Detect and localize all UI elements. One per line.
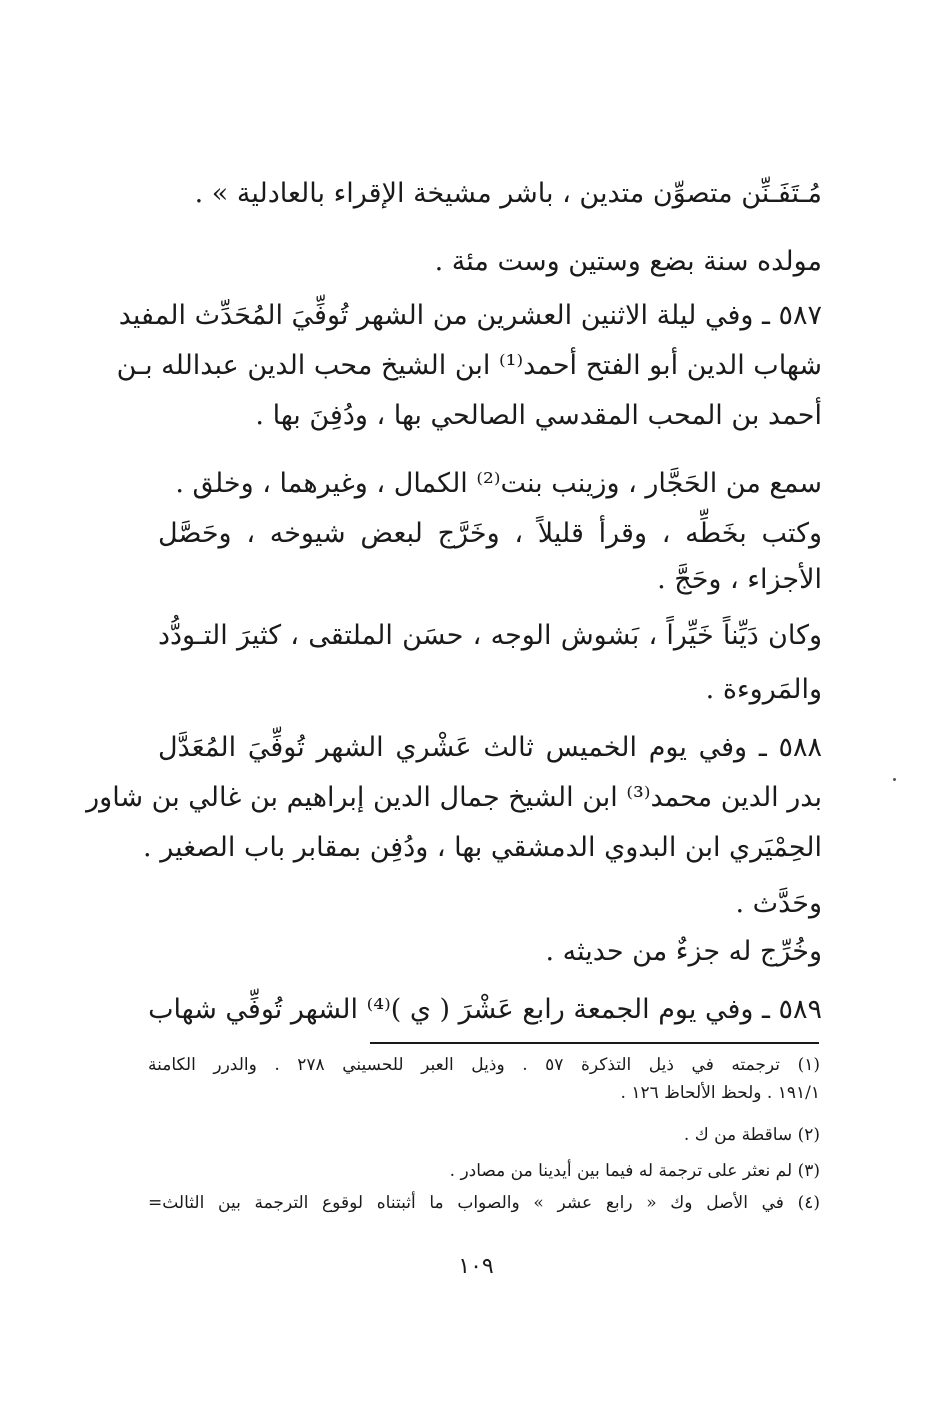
footnote-4: (٤) في الأصل وك « رابع عشر » والصواب ما أثبتناه لوقوع الترجمة بين الثالث= xyxy=(148,1193,820,1213)
body-line-14: وحَدَّث . xyxy=(735,888,822,919)
entry-587-heading: ٥٨٧ ـ وفي ليلة الاثنين العشرين من الشهر تُوفِّيَ المُحَدِّث المفيد xyxy=(118,300,822,331)
body-line-1: مُـتَفَـنِّن متصوِّن متدين ، باشر مشيخة الإقراء بالعادلية » . xyxy=(194,178,822,209)
body-line-9: وكان دَيِّناً خَيِّراً ، بَشوش الوجه ، حسَن الملتقى ، كثيرَ التـودُّد xyxy=(158,620,822,651)
body-line-5: أحمد بن المحب المقدسي الصالحي بها ، ودُفِنَ بها . xyxy=(255,400,822,431)
body-line-4: شهاب الدين أبو الفتح أحمد⁽¹⁾ ابن الشيخ محب الدين عبدالله بـن xyxy=(116,350,822,381)
body-line-2: مولده سنة بضع وستين وست مئة . xyxy=(434,246,822,277)
entry-588-heading: ٥٨٨ ـ وفي يوم الخميس ثالث عَشْري الشهر تُوفِّيَ المُعَدَّل xyxy=(158,732,822,763)
body-line-15: وخُرِّج له جزءٌ من حديثه . xyxy=(545,936,822,967)
footnote-1: (١) ترجمته في ذيل التذكرة ٥٧ . وذيل العبر للحسيني ٢٧٨ . والدرر الكامنة xyxy=(148,1055,820,1075)
scan-speck xyxy=(893,778,896,781)
body-line-13: الحِمْيَري ابن البدوي الدمشقي بها ، ودُفِن بمقابر باب الصغير . xyxy=(143,832,822,863)
body-line-10: والمَروءة . xyxy=(705,674,822,705)
entry-589-heading: ٥٨٩ ـ وفي يوم الجمعة رابع عَشْرَ ( ي )⁽⁴⁾ الشهر تُوفِّي شهاب xyxy=(148,994,822,1025)
footnote-1-continued: ١٩١/١ . ولحظ الألحاظ ١٢٦ . xyxy=(620,1083,820,1103)
body-line-8: الأجزاء ، وحَجَّ . xyxy=(657,564,822,595)
body-line-12: بدر الدين محمد⁽³⁾ ابن الشيخ جمال الدين إبراهيم بن غالي بن شاور xyxy=(86,782,822,813)
footnote-2: (٢) ساقطة من ك . xyxy=(683,1125,820,1145)
page-number: ١٠٩ xyxy=(458,1254,494,1279)
body-line-6: سمع من الحَجَّار ، وزينب بنت⁽²⁾ الكمال ، وغيرهما ، وخلق . xyxy=(175,468,822,499)
footnote-divider xyxy=(370,1042,819,1044)
body-line-7: وكتب بخَطِّه ، وقرأ قليلاً ، وخَرَّج لبعض شيوخه ، وحَصَّل xyxy=(158,518,822,549)
footnote-3: (٣) لم نعثر على ترجمة له فيما بين أيدينا من مصادر . xyxy=(449,1161,820,1181)
